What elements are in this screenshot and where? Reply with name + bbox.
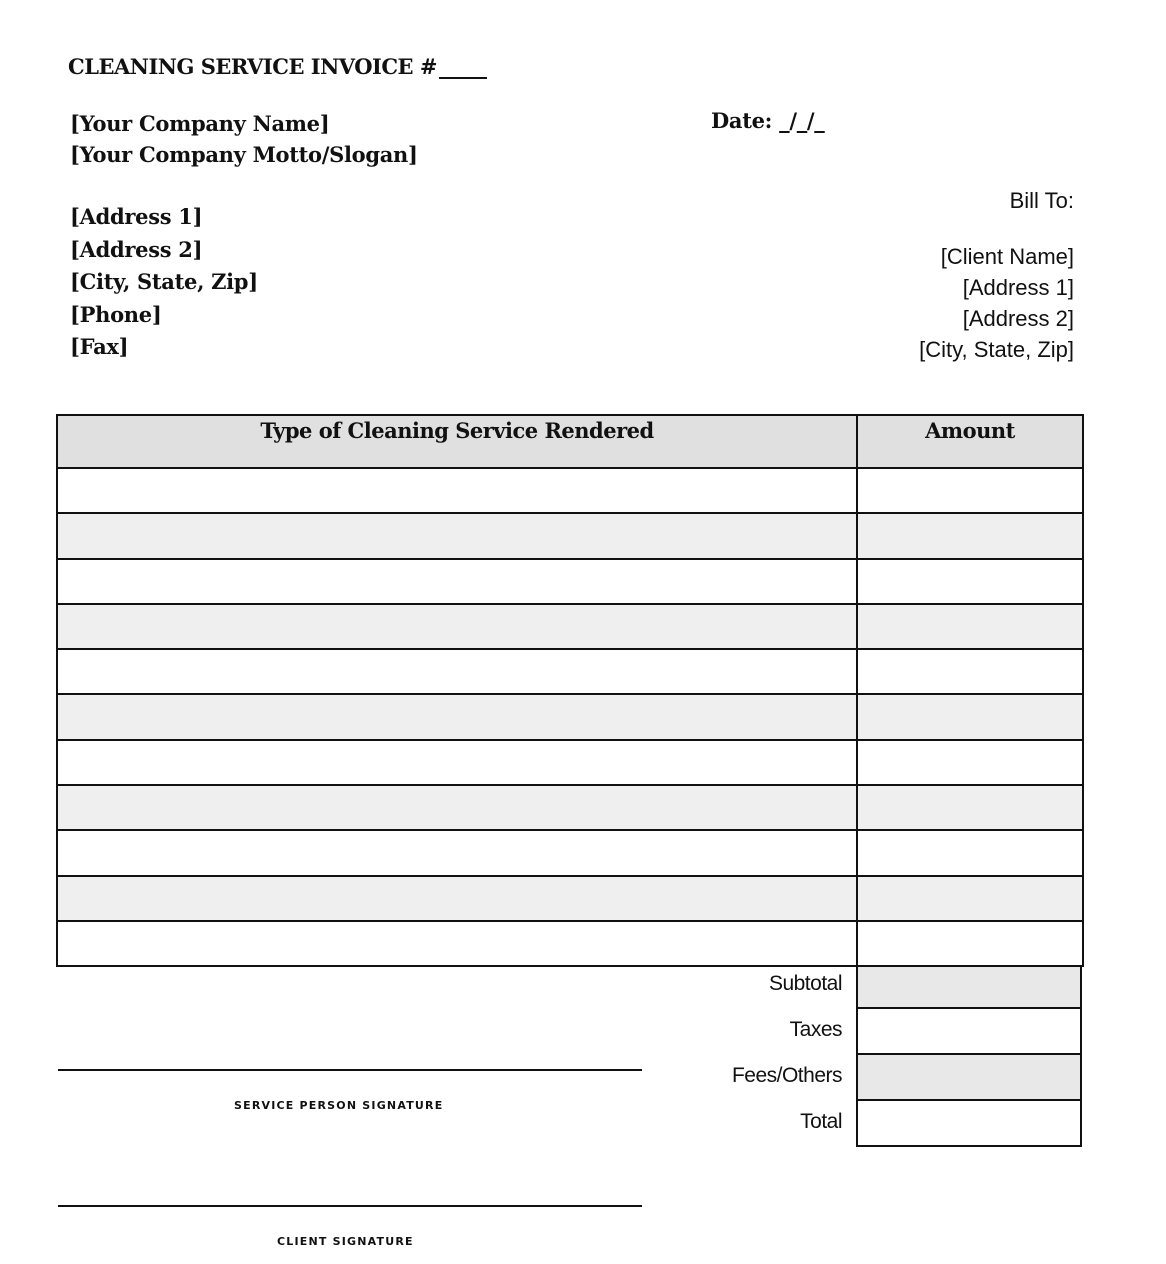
service-cell[interactable]: [57, 649, 857, 694]
company-address1: [Address 1]: [70, 204, 203, 229]
table-row: [57, 830, 1083, 875]
service-cell[interactable]: [57, 694, 857, 739]
service-cell[interactable]: [57, 468, 857, 513]
amount-cell[interactable]: [857, 921, 1083, 966]
bill-to-label: Bill To:: [1009, 188, 1074, 213]
fees-field[interactable]: [856, 1053, 1082, 1101]
table-row: [57, 876, 1083, 921]
service-column-header: Type of Cleaning Service Rendered: [57, 415, 857, 468]
amount-cell[interactable]: [857, 694, 1083, 739]
amount-cell[interactable]: [857, 604, 1083, 649]
subtotal-label: Subtotal: [768, 972, 842, 995]
total-label: Total: [800, 1110, 842, 1133]
date-field[interactable]: Date: _/_/_: [711, 108, 825, 133]
client-signature-label: CLIENT SIGNATURE: [277, 1235, 414, 1248]
client-name: [Client Name]: [940, 244, 1074, 269]
table-row: [57, 604, 1083, 649]
amount-cell[interactable]: [857, 513, 1083, 558]
table-row: [57, 694, 1083, 739]
company-address2: [Address 2]: [70, 236, 203, 262]
client-address2: [Address 2]: [962, 306, 1074, 331]
service-cell[interactable]: [57, 785, 857, 830]
service-cell[interactable]: [57, 559, 857, 604]
table-row: [57, 559, 1083, 604]
company-motto: [Your Company Motto/Slogan]: [70, 142, 418, 167]
service-cell[interactable]: [57, 604, 857, 649]
service-person-signature-line[interactable]: [58, 1069, 642, 1071]
amount-cell[interactable]: [857, 785, 1083, 830]
client-address1: [Address 1]: [962, 275, 1074, 300]
subtotal-field[interactable]: [856, 965, 1082, 1009]
client-city-state-zip: [City, State, Zip]: [919, 337, 1074, 362]
table-row: [57, 785, 1083, 830]
table-row: [57, 740, 1083, 785]
taxes-field[interactable]: [856, 1007, 1082, 1055]
invoice-title-text: CLEANING SERVICE INVOICE #: [68, 54, 437, 79]
amount-cell[interactable]: [857, 468, 1083, 513]
total-field[interactable]: [856, 1099, 1082, 1147]
service-person-signature-label: SERVICE PERSON SIGNATURE: [234, 1099, 444, 1112]
amount-cell[interactable]: [857, 559, 1083, 604]
fees-label: Fees/Others: [731, 1064, 842, 1087]
amount-cell[interactable]: [857, 740, 1083, 785]
bill-to-block: [919, 241, 1074, 365]
client-signature-line[interactable]: [58, 1205, 642, 1207]
amount-column-header: Amount: [857, 415, 1083, 468]
amount-cell[interactable]: [857, 830, 1083, 875]
service-cell[interactable]: [57, 876, 857, 921]
table-row: [57, 921, 1083, 966]
table-header-row: [57, 415, 1083, 468]
company-fax: [Fax]: [70, 334, 129, 359]
amount-cell[interactable]: [857, 876, 1083, 921]
company-address-block: [70, 201, 258, 364]
table-row: [57, 468, 1083, 513]
amount-cell[interactable]: [857, 649, 1083, 694]
service-cell[interactable]: [57, 513, 857, 558]
company-phone: [Phone]: [70, 301, 162, 327]
service-cell[interactable]: [57, 830, 857, 875]
services-table-body: [57, 468, 1083, 966]
taxes-label: Taxes: [789, 1018, 842, 1041]
service-cell[interactable]: [57, 921, 857, 966]
invoice-title: [68, 54, 487, 79]
invoice-number-field[interactable]: [439, 57, 487, 79]
service-cell[interactable]: [57, 740, 857, 785]
company-city-state-zip: [City, State, Zip]: [70, 269, 258, 294]
table-row: [57, 649, 1083, 694]
table-row: [57, 513, 1083, 558]
services-table: [56, 414, 1084, 967]
company-block: [70, 108, 418, 170]
company-name: [Your Company Name]: [70, 111, 330, 136]
